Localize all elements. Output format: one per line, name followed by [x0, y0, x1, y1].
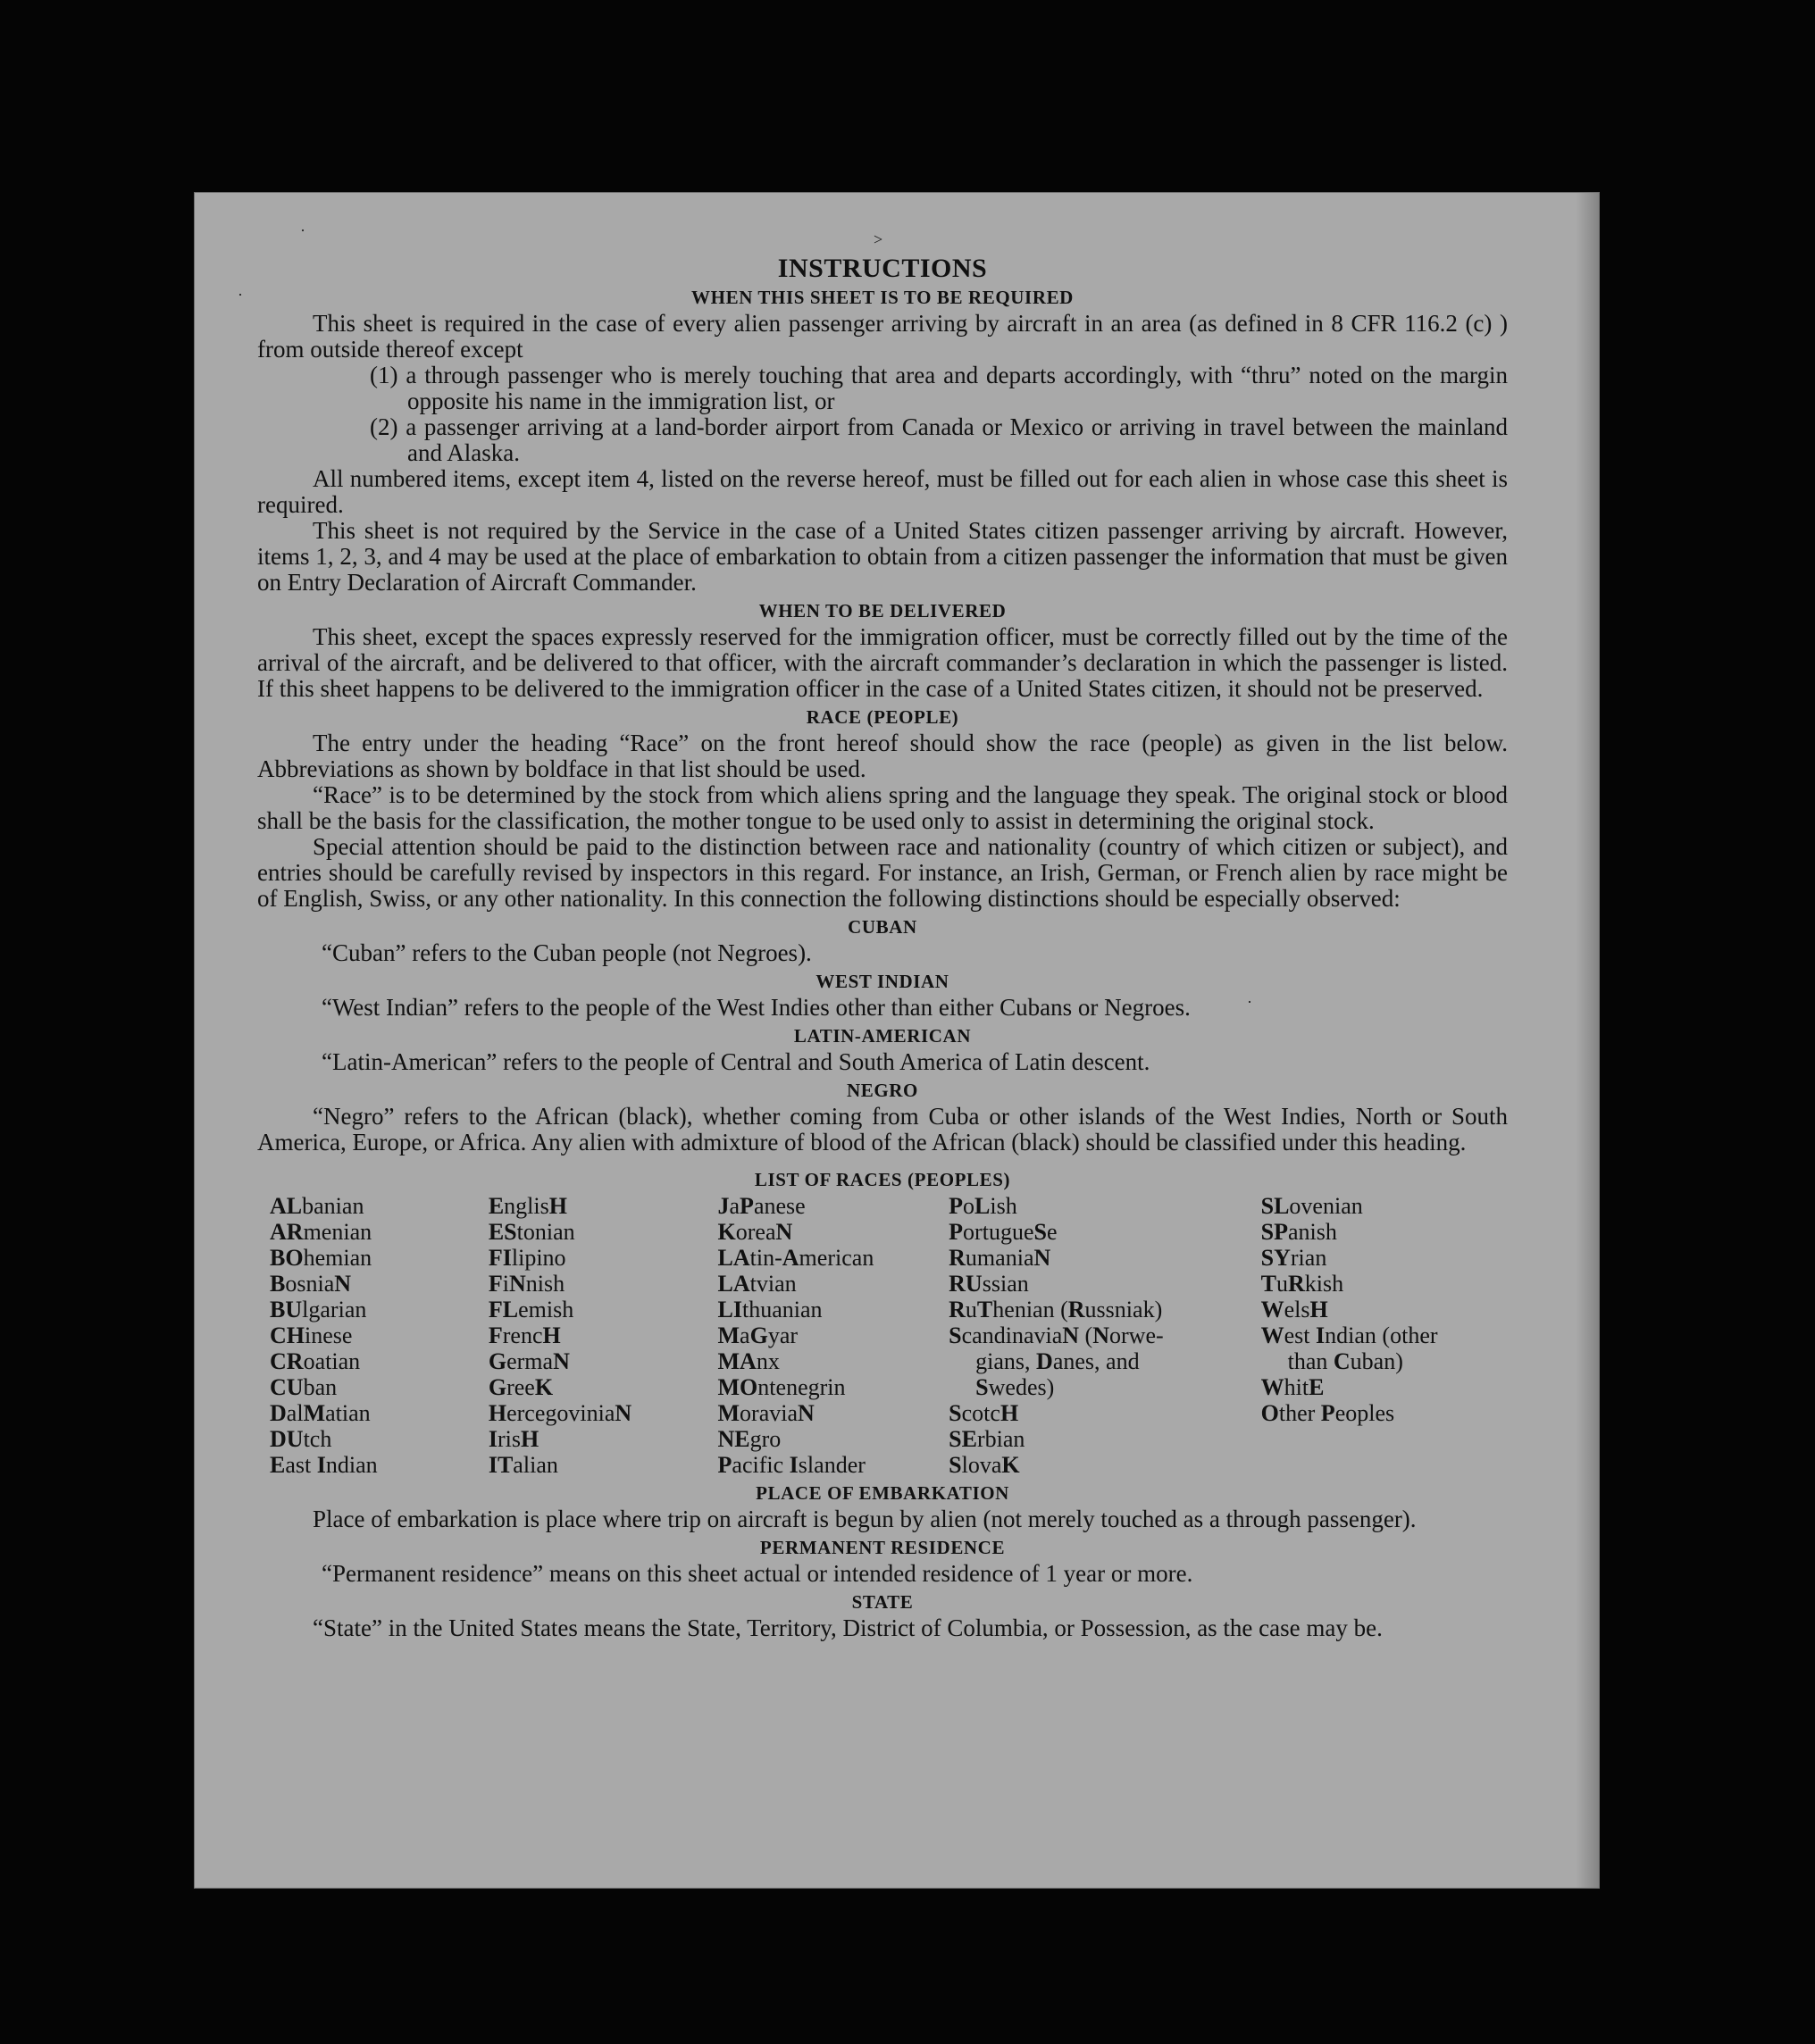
section-heading-embarkation: PLACE OF EMBARKATION	[756, 1482, 1009, 1504]
race-entry: RuThenian (Russniak)	[949, 1297, 1163, 1322]
race-entry: EnglisH	[488, 1193, 567, 1219]
race-entry: CHinese	[270, 1322, 353, 1348]
race-entry: WhitE	[1260, 1374, 1325, 1400]
race-entry: West Indian (other	[1260, 1322, 1438, 1348]
race-entry: MoraviaN	[717, 1400, 815, 1426]
race-entry: NEgro	[717, 1426, 782, 1452]
paragraph: This sheet is required in the case of every alien passenger arriving by aircraft in an area (as defined in 8 CFR 116.2 (c) ) from outside thereof except	[257, 310, 1508, 363]
section-heading-race: RACE (PEOPLE)	[806, 706, 959, 728]
page-title: INSTRUCTIONS	[777, 254, 988, 283]
paragraph: Place of embarkation is place where trip on aircraft is begun by alien (not merely touched as a through passenger).	[313, 1506, 1417, 1532]
section-heading-state: STATE	[851, 1591, 914, 1613]
race-entry: SErbian	[949, 1426, 1025, 1452]
race-entry: LIthuanian	[717, 1297, 823, 1322]
race-entry: PortugueSe	[949, 1219, 1058, 1245]
race-entry: JaPanese	[717, 1193, 806, 1219]
race-entry: ScandinaviaN (Norwe-	[949, 1322, 1164, 1348]
document-sheet	[195, 193, 1599, 1888]
paragraph: “State” in the United States means the State, Territory, District of Columbia, or Possession, as the case may be.	[313, 1614, 1383, 1641]
race-entry: EStonian	[488, 1219, 575, 1245]
race-entry: Pacific Islander	[717, 1452, 866, 1478]
race-entry: BUlgarian	[270, 1297, 367, 1322]
paragraph: This sheet is not required by the Service in the case of a United States citizen passenger arriving by aircraft. However, items 1, 2, 3, and 4 may be used at the place of embarkation to obtain from a citizen passenger the information that must be given on Entry Declaration of Aircraft Commander.	[257, 517, 1508, 596]
race-entry: Other Peoples	[1260, 1400, 1395, 1426]
paragraph: Special attention should be paid to the distinction between race and nationality (country of which citizen or subject), and entries should be carefully revised by inspectors in this regard. For instance, an Irish, German, or French alien by race might be of English, Swiss, or any other nationality. In this connection the following distinctions should be especially observed:	[257, 833, 1508, 912]
race-entry: KoreaN	[717, 1219, 793, 1245]
race-entry: East Indian	[270, 1452, 378, 1478]
race-entry: Swedes)	[975, 1374, 1055, 1400]
races-column	[718, 1193, 949, 1478]
definition: “Latin-American” refers to the people of Central and South America of Latin descent.	[322, 1048, 1150, 1075]
document-body	[257, 255, 1508, 1641]
race-entry: CRoatian	[270, 1348, 361, 1374]
race-entry: IrisH	[488, 1426, 539, 1452]
definition: “Permanent residence” means on this sheet actual or intended residence of 1 year or more.	[322, 1560, 1193, 1587]
race-entry: RumaniaN	[949, 1245, 1051, 1271]
definition: “Cuban” refers to the Cuban people (not Negroes).	[322, 939, 812, 966]
race-entry: ARmenian	[270, 1219, 372, 1245]
races-column	[1261, 1193, 1508, 1478]
race-entry: FrencH	[488, 1322, 561, 1348]
race-entry: MaGyar	[717, 1322, 799, 1348]
ink-dot: ·	[300, 221, 305, 239]
race-entry: MAnx	[717, 1348, 780, 1374]
race-entry: CUban	[270, 1374, 338, 1400]
race-entry: RUssian	[949, 1271, 1029, 1297]
race-entry: SYrian	[1260, 1245, 1327, 1271]
ink-dot: ·	[238, 286, 243, 304]
race-entry: gians, Danes, and	[975, 1348, 1140, 1374]
race-entry: FiNnish	[488, 1271, 565, 1297]
races-column	[489, 1193, 718, 1478]
race-entry: MOntenegrin	[717, 1374, 846, 1400]
paragraph: The entry under the heading “Race” on the front hereof should show the race (people) as given in the list below. Abbreviations as shown by boldface in that list should be used.	[257, 730, 1508, 782]
race-entry: WelsH	[1260, 1297, 1328, 1322]
race-entry: SlovaK	[949, 1452, 1020, 1478]
section-heading-negro: NEGRO	[846, 1080, 918, 1101]
section-heading-residence: PERMANENT RESIDENCE	[759, 1537, 1006, 1558]
race-entry: DalMatian	[270, 1400, 371, 1426]
ink-dot: ·	[1247, 993, 1252, 1011]
race-entry: BosniaN	[270, 1271, 352, 1297]
list-item: (2) a passenger arriving at a land-border airport from Canada or Mexico or arriving in travel between the mainland and Alaska.	[370, 413, 1508, 466]
race-entry: ALbanian	[270, 1193, 364, 1219]
race-entry: PoLish	[949, 1193, 1017, 1219]
section-heading-west-indian: WEST INDIAN	[815, 971, 949, 992]
race-entry: LAtin-American	[717, 1245, 874, 1271]
race-entry: SPanish	[1260, 1219, 1337, 1245]
list-item: (1) a through passenger who is merely touching that area and departs accordingly, with “thru” noted on the margin opposite his name in the immigration list, or	[370, 362, 1508, 414]
section-heading-cuban: CUBAN	[848, 916, 917, 938]
race-entry: BOhemian	[270, 1245, 372, 1271]
race-entry: FIlipino	[488, 1245, 566, 1271]
race-entry: SLovenian	[1260, 1193, 1363, 1219]
section-heading-latin-american: LATIN-AMERICAN	[793, 1025, 972, 1047]
paragraph: All numbered items, except item 4, listed on the reverse hereof, must be filled out for each alien in whose case this sheet is required.	[257, 465, 1508, 518]
section-heading-delivered: WHEN TO BE DELIVERED	[758, 600, 1007, 622]
race-entry: GermaN	[488, 1348, 570, 1374]
races-table	[270, 1193, 1508, 1478]
paragraph: “Race” is to be determined by the stock from which aliens spring and the language they speak. The original stock or blood shall be the basis for the classification, the mother tongue to be used only to assist in determining the original stock.	[257, 781, 1508, 834]
paragraph: “Negro” refers to the African (black), whether coming from Cuba or other islands of the West Indies, North or South America, Europe, or Africa. Any alien with admixture of blood of the African (black) should be classified under this heading.	[257, 1103, 1508, 1155]
races-column	[270, 1193, 489, 1478]
race-entry: ITalian	[488, 1452, 558, 1478]
section-heading-races-list: LIST OF RACES (PEOPLES)	[754, 1169, 1011, 1190]
race-entry: ScotcH	[949, 1400, 1019, 1426]
races-column	[949, 1193, 1260, 1478]
race-entry: HercegoviniaN	[488, 1400, 632, 1426]
race-entry: TuRkish	[1260, 1271, 1344, 1297]
race-entry: DUtch	[270, 1426, 332, 1452]
race-entry: FLemish	[488, 1297, 574, 1322]
paragraph: This sheet, except the spaces expressly reserved for the immigration officer, must be correctly filled out by the time of the arrival of the aircraft, and be delivered to that officer, with the aircraft commander’s declaration in which the passenger is listed. If this sheet happens to be delivered to the immigration officer in the case of a United States citizen, it should not be preserved.	[257, 623, 1508, 702]
race-entry: LAtvian	[717, 1271, 797, 1297]
definition: “West Indian” refers to the people of the West Indies other than either Cubans or Negroes.	[322, 994, 1191, 1021]
race-entry: GreeK	[488, 1374, 554, 1400]
race-entry: than Cuban)	[1287, 1348, 1403, 1374]
ink-mark: >	[874, 230, 883, 248]
section-heading-required: WHEN THIS SHEET IS TO BE REQUIRED	[691, 287, 1074, 308]
